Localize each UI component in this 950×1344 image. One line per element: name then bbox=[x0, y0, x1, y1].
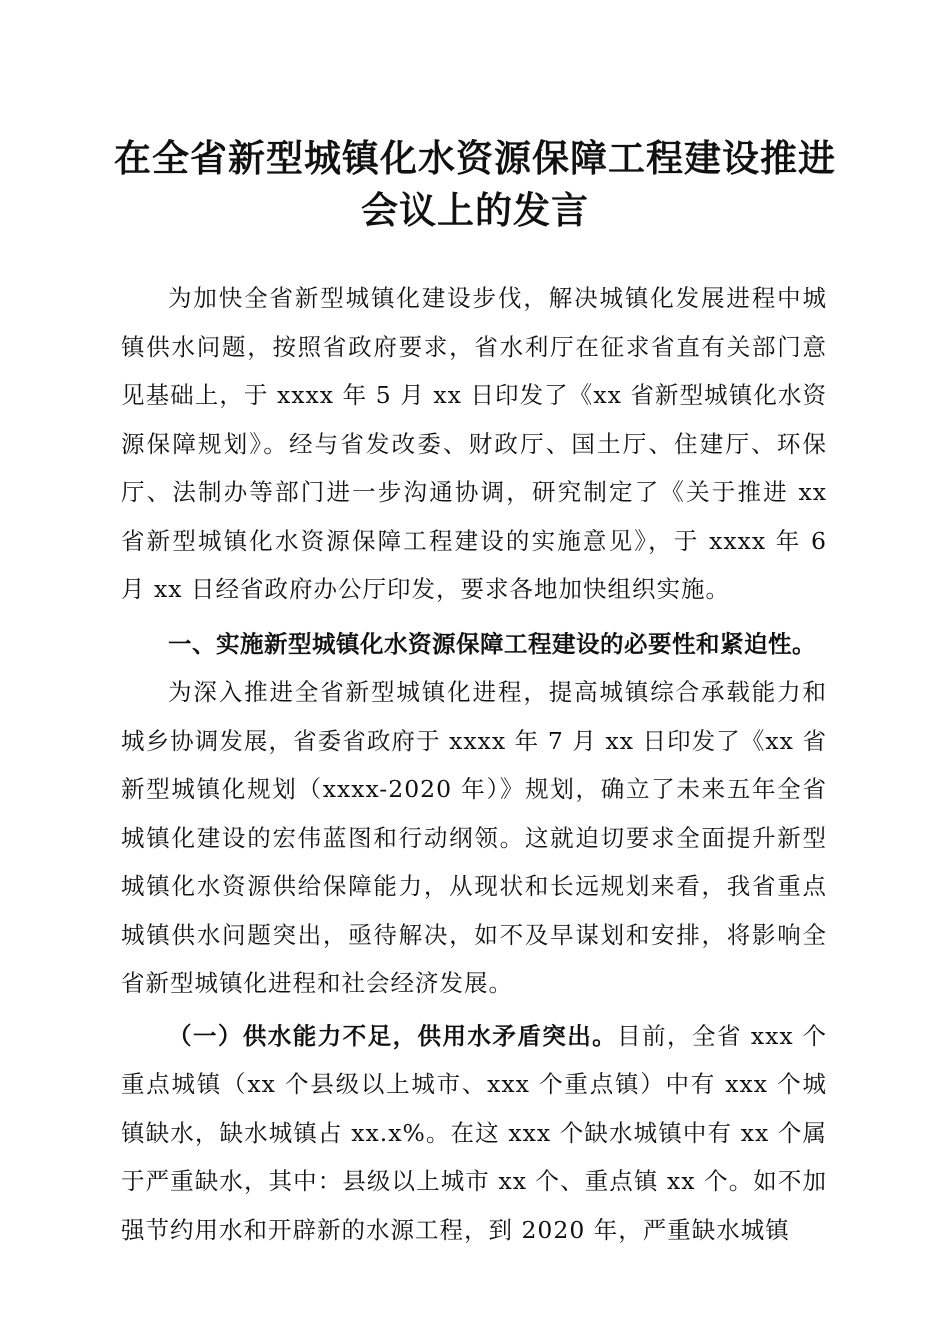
subsection-1-body: 目前，全省 xxx 个重点城镇（xx 个县级以上城市、xxx 个重点镇）中有 xxx 个城镇缺水，缺水城镇占 xx.x%。在这 xxx 个缺水城镇中有 xx 个属于严重缺水，其中：县级以上城市 xx 个、重点镇 xx 个。如不加强节约用水和开辟新的水源工程，到 2020 年，严重缺水城镇 bbox=[121, 1021, 828, 1244]
subsection-1-paragraph bbox=[121, 1012, 827, 1255]
document-title: 在全省新型城镇化水资源保障工程建设推进会议上的发言 bbox=[114, 136, 836, 232]
section-1-paragraph: 为深入推进全省新型城镇化进程，提高城镇综合承载能力和城乡协调发展，省委省政府于 xxxx 年 7 月 xx 日印发了《xx 省新型城镇化规划（xxxx-2020 年）》规划，确立了未来五年全省城镇化建设的宏伟蓝图和行动纲领。这就迫切要求全面提升新型城镇化水资源供给保障能力，从现状和长远规划来看，我省重点城镇供水问题突出，亟待解决，如不及早谋划和安排，将影响全省新型城镇化进程和社会经济发展。 bbox=[121, 678, 827, 997]
section-1-heading: 一、实施新型城镇化水资源保障工程建设的必要性和紧迫性。 bbox=[168, 629, 816, 658]
subsection-1-lead: （一）供水能力不足，供用水矛盾突出。 bbox=[168, 1021, 618, 1050]
intro-paragraph: 为加快全省新型城镇化建设步伐，解决城镇化发展进程中城镇供水问题，按照省政府要求，省水利厅在征求省直有关部门意见基础上，于 xxxx 年 5 月 xx 日印发了《xx 省新型城镇化水资源保障规划》。经与省发改委、财政厅、国土厅、住建厅、环保厅、法制办等部门进一步沟通协调，研究制定了《关于推进 xx 省新型城镇化水资源保障工程建设的实施意见》，于 xxxx 年 6 月 xx 日经省政府办公厅印发，要求各地加快组织实施。 bbox=[121, 284, 827, 603]
document-body bbox=[121, 274, 827, 1254]
